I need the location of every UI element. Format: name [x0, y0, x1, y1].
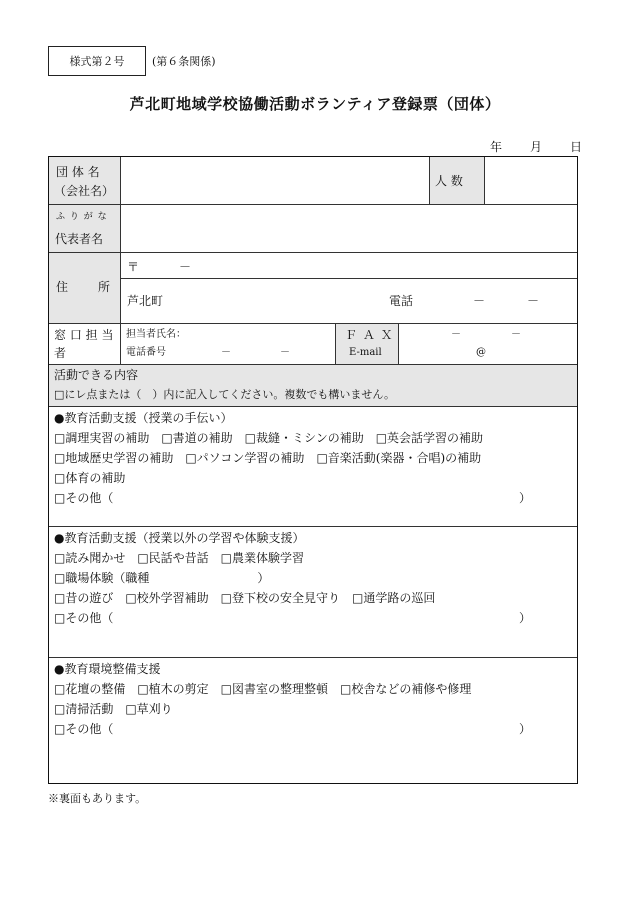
address-label-right: 所: [98, 280, 111, 294]
address-phone-dash-1: －: [473, 294, 486, 308]
section-1-line-4[interactable]: □その他（: [54, 491, 114, 505]
form-number-box: [48, 46, 146, 76]
address-label-left: 住: [56, 280, 69, 294]
postal-code-dash: －: [179, 260, 192, 274]
member-count-field[interactable]: [490, 167, 572, 197]
contact-phone-label: 電話番号: [126, 347, 166, 358]
section-2-line-1[interactable]: □読み聞かせ □民話や昔話 □農業体験学習: [54, 551, 305, 565]
section-2-line-3[interactable]: □昔の遊び □校外学習補助 □登下校の安全見守り □通学路の巡回: [54, 591, 436, 605]
section-3-line-2[interactable]: □清掃活動 □草刈り: [54, 702, 173, 716]
fax-dash-1: －: [451, 329, 461, 340]
section-1-line-3[interactable]: □体育の補助: [54, 471, 126, 485]
group-name-label: 団 体 名: [56, 165, 100, 179]
section-3-close-paren: ）: [519, 722, 532, 736]
representative-field[interactable]: [127, 212, 571, 246]
section-2-line-4[interactable]: □その他（: [54, 611, 114, 625]
fax-label: Ｆ Ａ Ｘ: [345, 328, 394, 342]
address-phone-label: 電話: [389, 294, 414, 308]
registration-form-table: [48, 156, 578, 784]
furigana-label: ふ り が な: [56, 212, 108, 222]
section-3-line-3[interactable]: □その他（: [54, 722, 114, 736]
contact-label-line1: 窓 口 担 当: [54, 328, 114, 342]
email-label: E-mail: [349, 347, 382, 358]
article-reference: (第６条関係): [152, 55, 216, 68]
company-name-label: （会社名）: [54, 184, 115, 198]
date-month-label: 月: [530, 140, 543, 154]
postal-mark: 〒: [127, 260, 140, 274]
group-name-field[interactable]: [127, 167, 423, 197]
section-3-heading: ●教育環境整備支援: [54, 662, 161, 676]
date-day-label: 日: [570, 140, 583, 154]
contact-phone-dash-1: －: [221, 347, 231, 358]
section-1-line-1[interactable]: □調理実習の補助 □書道の補助 □裁縫・ミシンの補助 □英会話学習の補助: [54, 431, 484, 445]
section-1-line-2[interactable]: □地域歴史学習の補助 □パソコン学習の補助 □音楽活動(楽器・合唱)の補助: [54, 451, 482, 465]
section-1-heading: ●教育活動支援（授業の手伝い）: [54, 411, 233, 425]
form-number: 様式第２号: [69, 55, 125, 68]
section-3-line-1[interactable]: □花壇の整備 □植木の剪定 □図書室の整理整頓 □校舎などの補修や修理: [54, 682, 472, 696]
representative-label: 代表者名: [55, 232, 104, 246]
email-at-sign: @: [476, 347, 486, 358]
member-count-label: 人 数: [435, 174, 463, 188]
fax-dash-2: －: [511, 329, 521, 340]
footnote: ※裏面もあります。: [48, 792, 147, 805]
address-phone-dash-2: －: [527, 294, 540, 308]
page-title: 芦北町地域学校協働活動ボランティア登録票（団体）: [129, 95, 501, 113]
address-town: 芦北町: [127, 294, 164, 308]
contact-label-line2: 者: [54, 346, 67, 360]
activities-title: 活動できる内容: [54, 368, 139, 382]
activities-instruction: □にレ点または（ ）内に記入してください。複数でも構いません。: [54, 388, 396, 401]
date-year-label: 年: [490, 140, 503, 154]
section-2-close-paren: ）: [519, 611, 532, 625]
contact-phone-dash-2: －: [280, 347, 290, 358]
section-2-heading: ●教育活動支援（授業以外の学習や体験支援）: [54, 531, 305, 545]
section-1-close-paren: ）: [519, 491, 532, 505]
section-2-line-2[interactable]: □職場体験（職種 ）: [54, 571, 270, 585]
contact-person-label: 担当者氏名：: [126, 329, 186, 340]
